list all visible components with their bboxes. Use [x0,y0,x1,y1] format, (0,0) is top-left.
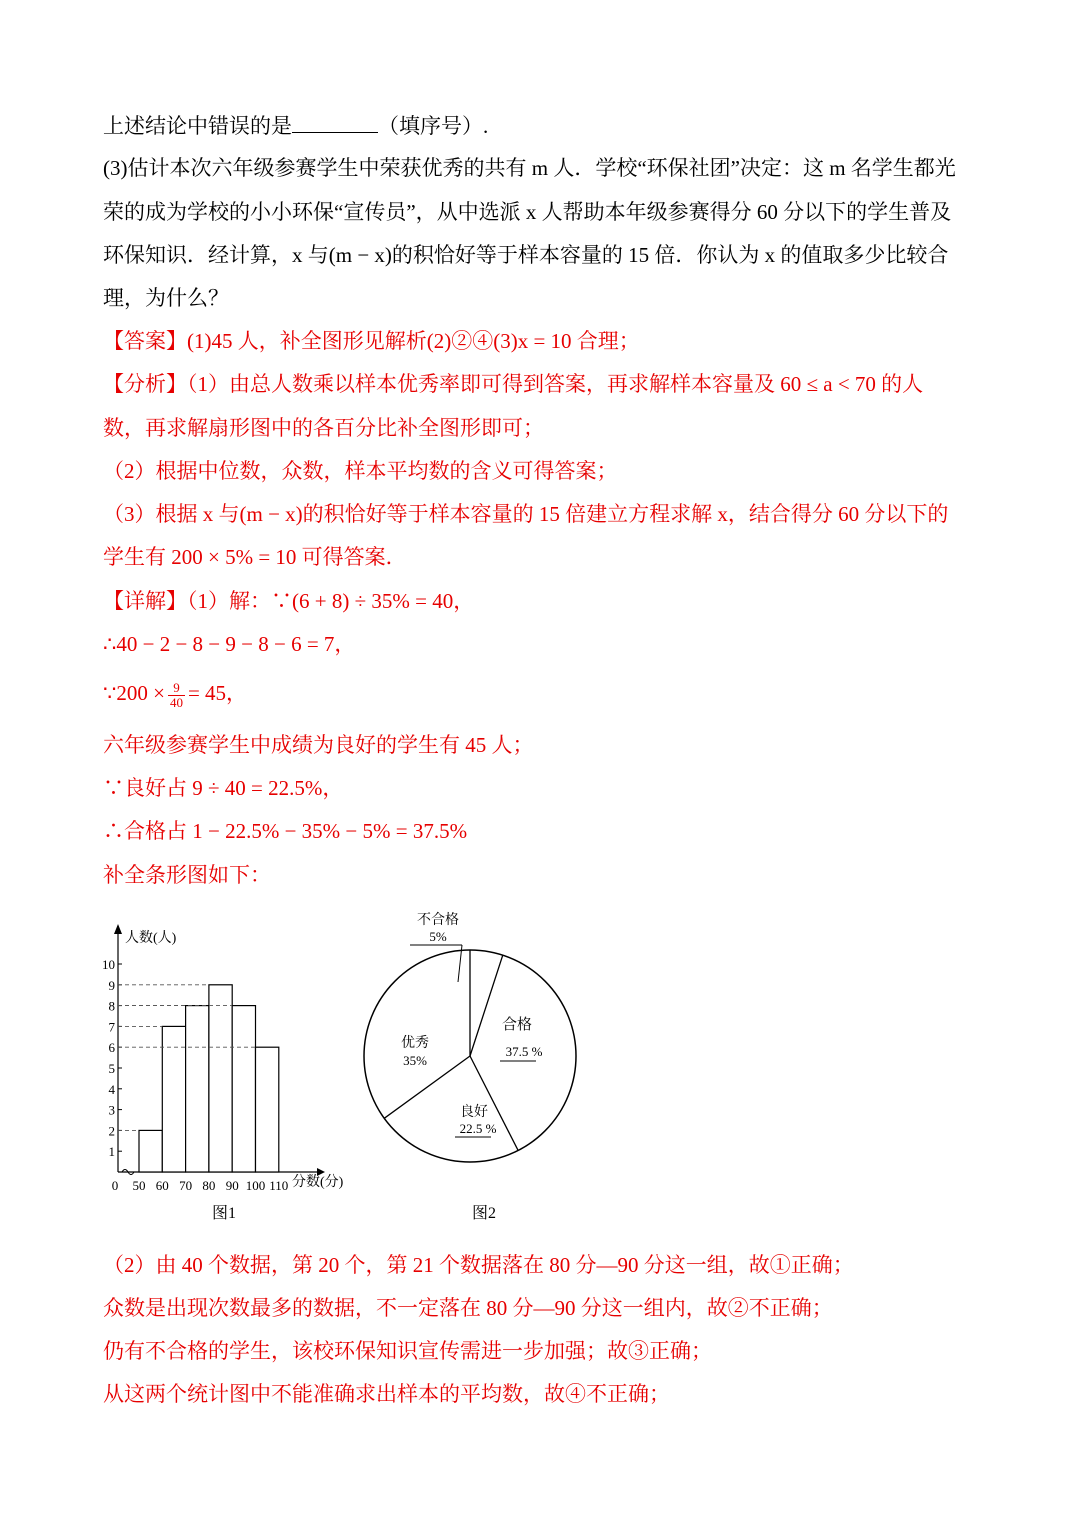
detail-1: 【详解】（1）解：∵(6 + 8) ÷ 35% = 40， [103,589,475,613]
answer-summary: 【答案】(1)45 人，补全图形见解析(2)②④(3)x = 10 合理； [103,329,640,353]
fraction [168,681,185,710]
bar [162,1026,185,1172]
slice-label-value: 22.5 % [459,1121,497,1136]
x-tick-label: 100 [245,1178,266,1193]
slice-label-name: 良好 [460,1105,488,1120]
y-tick-label: 3 [108,1102,115,1118]
x-tick-label: 60 [155,1178,169,1193]
bar [209,985,232,1172]
x-tick-label: 80 [202,1178,216,1193]
bar [186,1006,209,1172]
detail-5: ∵良好占 9 ÷ 40 = 22.5%， [103,776,344,800]
slice-label-value: 5% [429,929,447,944]
y-tick-label: 2 [108,1123,115,1139]
question-3-line-2: 荣的成为学校的小小环保“宣传员”，从中选派 x 人帮助本年级参赛得分 60 分以下的学生普及 [103,200,952,224]
part2-line-3: 仍有不合格的学生，该校环保知识宣传需进一步加强；故③正确； [103,1339,712,1363]
y-tick-label: 8 [108,998,115,1014]
figure-1-caption: 图1 [211,1205,237,1222]
figures [0,890,1080,1240]
x-tick-label: 0 [111,1178,119,1193]
x-tick-label: 50 [132,1178,146,1193]
x-axis-title: 分数(分) [292,1175,344,1190]
x-tick-label: 90 [225,1178,239,1193]
fraction-denominator: 40 [169,694,183,710]
question-3-line-4: 理，为什么？ [103,286,229,310]
y-tick-label: 1 [108,1144,115,1160]
y-tick-label: 5 [108,1061,115,1076]
y-tick-label: 7 [108,1019,115,1035]
y-tick-label: 6 [108,1040,115,1056]
detail-3-lhs: ∵200 × [103,681,165,705]
question-3-line-1: (3)估计本次六年级参赛学生中荣获优秀的共有 m 人．学校“环保社团”决定：这 m 名学生都光 [103,156,956,180]
analysis-3: （3）根据 x 与(m − x)的积恰好等于样本容量的 15 倍建立方程求解 x，结合得分 60 分以下的 [103,502,949,526]
y-tick-label: 4 [108,1081,115,1097]
x-tick-label: 110 [269,1178,289,1193]
answer-blank [292,110,378,133]
slice-label-value: 35% [403,1053,427,1068]
analysis-3b: 学生有 200 × 5% = 10 可得答案． [103,545,407,569]
detail-3-rhs: = 45， [187,681,248,705]
detail-3 [103,678,247,710]
y-axis-title: 人数(人) [125,931,177,946]
bar [139,1130,162,1172]
y-axis-arrow [114,924,122,934]
slice-label-value: 37.5 % [505,1044,543,1059]
bar-chart [102,924,344,1222]
slice-label-name: 优秀 [401,1036,429,1051]
bar [232,1006,255,1172]
figure-2-caption: 图2 [471,1205,497,1222]
y-tick-label: 10 [102,957,115,972]
y-tick-label: 9 [108,977,115,993]
part2-line-4: 从这两个统计图中不能准确求出样本的平均数，故④不正确； [103,1382,670,1406]
analysis-2: （2）根据中位数，众数，样本平均数的含义可得答案； [103,459,618,483]
fraction-numerator: 9 [168,681,185,696]
question-3-line-3: 环保知识．经计算，x 与(m − x)的积恰好等于样本容量的 15 倍．你认为 x 的值取多少比较合 [103,243,949,267]
part2-line-1: （2）由 40 个数据，第 20 个，第 21 个数据落在 80 分—90 分这一组，故①正确； [103,1253,854,1277]
slice-label-name: 不合格 [417,913,459,928]
pie-chart [364,911,576,1222]
slice-label-name: 合格 [501,1017,533,1033]
detail-4: 六年级参赛学生中成绩为良好的学生有 45 人； [103,733,534,757]
detail-6: ∴合格占 1 − 22.5% − 35% − 5% = 37.5% [103,819,468,843]
x-tick-label: 70 [179,1178,193,1193]
fill-blank-prefix: 上述结论中错误的是 [103,114,292,138]
fill-blank-suffix: （填序号）. [378,114,489,138]
detail-7: 补全条形图如下： [103,863,271,887]
analysis-1: 【分析】（1）由总人数乘以样本优秀率即可得到答案，再求解样本容量及 60 ≤ a < 70 的人 [103,372,924,396]
detail-2: ∴40 − 2 − 8 − 9 − 8 − 6 = 7， [103,632,356,656]
question-line-fill-blank [103,110,488,141]
part2-line-2: 众数是出现次数最多的数据，不一定落在 80 分—90 分这一组内，故②不正确； [103,1296,833,1320]
bar [256,1047,279,1172]
analysis-1b: 数，再求解扇形图中的各百分比补全图形即可； [103,416,544,440]
